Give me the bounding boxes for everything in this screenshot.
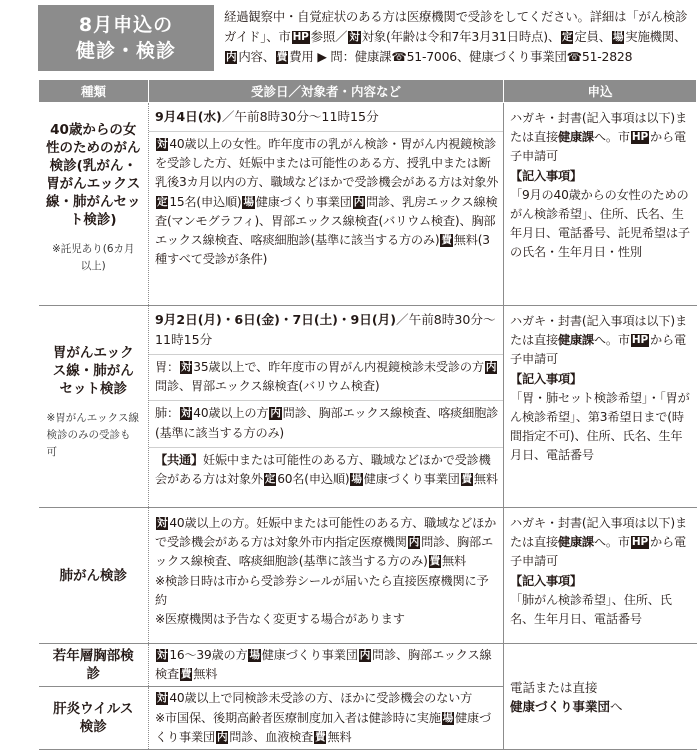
checkup-name: 胃がんエックス線・肺がんセット検診 (52, 345, 134, 397)
target-text: 妊娠中または可能性のある方、職域などほかで受診機会がある方は対象外 (155, 452, 491, 487)
capacity-tag: 定 (157, 195, 168, 208)
lung-block (149, 401, 503, 447)
exam-date (149, 306, 503, 355)
apply-text: へ。市 (593, 535, 630, 550)
note-text: ※医療機関は予告なく変更する場合があります (155, 612, 405, 627)
title-line-1: 8月申込の (78, 14, 174, 36)
content-tag: 内 (485, 361, 497, 373)
table-row (39, 508, 697, 644)
apply-text: へ。市 (593, 130, 630, 145)
place-tag: 場 (612, 31, 624, 43)
header-type: 種類 (39, 80, 149, 103)
intro-part: 実施機関、 (625, 29, 687, 44)
detail-text (149, 132, 503, 273)
detail-cell (149, 644, 504, 687)
note-text: ※市国保、後期高齢者医療制度加入者は健診時に実施 (155, 710, 441, 725)
intro-part: 定員、 (574, 29, 611, 44)
target-tag: 対 (180, 361, 192, 373)
content-tag: 内 (408, 536, 420, 549)
checkup-note: ※胃がんエックス線検診のみの受診も可 (46, 412, 139, 458)
type-cell (39, 644, 149, 687)
target-tag: 対 (180, 407, 192, 420)
apply-heading: 【記入事項】 (510, 573, 582, 588)
target-text: 40歳以上の女性。昨年度市の乳がん検診・胃がん内視鏡検診を受診した方、妊娠中または可能性のある方、授乳中または断乳後3カ月以内の方、職域などほかで受診機会がある方は対象外 (155, 137, 499, 190)
content-tag: 内 (359, 649, 371, 661)
fee-tag: 費 (180, 668, 192, 681)
date-text: 9月4日(水) (155, 109, 222, 124)
type-cell (39, 306, 149, 508)
content-tag: 内 (226, 51, 237, 63)
hp-tag: HP (631, 131, 648, 144)
fee-text: 無料 (473, 472, 498, 487)
content-text: 問診、乳房エックス線検査(マンモグラフィ)、胃部エックス線検査(バリウム検査)、胸部エックス線検査、喀痰細胞診(基準に該当する方のみ) (155, 194, 498, 248)
detail-text (149, 644, 503, 686)
note-text: ※検診日時は市から受診券シールが届いたら直接医療機関に予約 (155, 573, 489, 607)
content-text: 問診、血液検査 (229, 729, 314, 744)
checkup-name: 肝炎ウイルス検診 (53, 701, 134, 736)
fee-tag: 費 (441, 234, 452, 247)
fee-tag: 費 (276, 51, 288, 63)
common-label: 【共通】 (155, 452, 203, 467)
apply-text: へ (610, 698, 623, 714)
place-tag: 場 (351, 473, 362, 486)
capacity-tag: 定 (562, 31, 573, 43)
apply-items: 「胃・肺セット検診希望」・「胃がん検診希望」、第3希望日まで(時間指定不可)、住所、氏名、生年月日、電話番号 (510, 390, 690, 463)
checkup-name: 若年層胸部検診 (52, 648, 134, 683)
place-text: 健康づくり事業団 (155, 710, 492, 744)
apply-text: 電話または直接 (510, 679, 598, 695)
detail-text (149, 687, 503, 749)
target-tag: 対 (157, 649, 168, 661)
target-tag: 対 (349, 31, 360, 43)
header-date: 受診日／対象者・内容など (149, 80, 504, 103)
time-text: ／午前8時30分～11時15分 (221, 109, 379, 124)
place-text: 市内指定医療機関 (310, 535, 407, 550)
place-tag: 場 (243, 195, 254, 208)
place-text: 健康づくり事業団 (261, 648, 358, 662)
detail-cell (149, 306, 504, 508)
section-title (38, 5, 214, 71)
capacity-tag: 定 (264, 473, 276, 486)
title-line-2: 健診・検診 (75, 40, 176, 62)
time-text: ／午前8時30分～11時15分 (155, 312, 496, 347)
table-row (39, 306, 697, 508)
target-text: 35歳以上で、昨年度市の胃がん内視鏡検診未受診の方 (193, 360, 484, 374)
detail-cell (149, 687, 504, 750)
exam-date (149, 103, 503, 132)
apply-office: 健康課 (557, 333, 594, 348)
checkup-note: ※託児あり(6カ月以上) (51, 243, 135, 272)
intro-part: 内容、 (238, 49, 275, 64)
apply-heading: 【記入事項】 (510, 371, 582, 386)
hp-tag: HP (631, 334, 648, 347)
place-tag: 場 (442, 711, 454, 724)
content-text: 問診、胃部エックス線検査(バリウム検査) (155, 379, 380, 394)
detail-cell (149, 508, 504, 644)
table-header-row (39, 80, 697, 103)
apply-text: ハガキ・封書(記入事項は以下)または直接 (510, 516, 687, 550)
place-tag: 場 (249, 649, 260, 661)
table-row (39, 103, 697, 306)
intro-contact: 費用 ▶ 問：健康課☎51-7006、健康づくり事業団☎51-2828 (289, 49, 633, 64)
target-tag: 対 (157, 138, 168, 150)
detail-text (149, 508, 503, 633)
detail-cell (149, 103, 504, 306)
place-text: 健康づくり事業団 (363, 472, 460, 487)
hp-tag: HP (631, 536, 648, 549)
type-cell (39, 687, 149, 750)
target-tag: 対 (157, 692, 168, 705)
intro-part: 参照／ (310, 29, 348, 44)
fee-text: 無料(3種すべて受診が条件) (155, 233, 490, 267)
apply-text: から電子申請可 (510, 130, 686, 164)
stomach-label: 胃： (155, 360, 179, 374)
fee-tag: 費 (315, 730, 326, 743)
intro-text (224, 7, 694, 67)
content-text: 問診、胸部エックス線検査、喀痰細胞診(基準に該当する方のみ) (155, 406, 499, 440)
checkup-name: 肺がん検診 (59, 567, 127, 584)
fee-tag: 費 (461, 473, 472, 486)
content-text: 問診、胸部エックス線検査、喀痰細胞診(基準に該当する方のみ) (155, 535, 493, 569)
stomach-block (149, 355, 503, 401)
fee-text: 無料 (327, 729, 352, 744)
apply-text: へ。市 (593, 333, 630, 348)
apply-items: 「9月の40歳からの女性のためのがん検診希望」、住所、氏名、生年月日、電話番号、託児希望は子の氏名・生年月日・性別 (510, 187, 690, 260)
lung-label: 肺： (155, 406, 179, 421)
hp-tag: HP (292, 31, 309, 43)
apply-text: から電子申請可 (510, 333, 686, 367)
content-text: 問診、胸部エックス線検査 (155, 648, 492, 682)
type-cell (39, 508, 149, 644)
intro-part: 経過観察中・自覚症状のある方は医療機関で受診をしてください。詳細は「がん検診ガイド」、市 (224, 9, 688, 44)
place-text: 健康づくり事業団 (255, 194, 352, 209)
apply-cell-merged (504, 644, 697, 750)
content-tag: 内 (270, 407, 281, 420)
apply-text: ハガキ・封書(記入事項は以下)または直接 (510, 111, 687, 145)
capacity-text: 15名(申込順) (169, 194, 242, 209)
fee-tag: 費 (429, 555, 441, 568)
fee-text: 無料 (442, 554, 467, 569)
content-tag: 内 (353, 195, 365, 208)
apply-cell (504, 508, 697, 644)
header-apply: 申込 (504, 80, 697, 103)
apply-text: ハガキ・封書(記入事項は以下)または直接 (510, 314, 687, 348)
checkup-table (38, 79, 697, 750)
target-text: 16～39歳の方 (169, 648, 248, 662)
apply-text: から電子申請可 (510, 535, 686, 569)
target-text: 40歳以上の方。妊娠中または可能性のある方、職域などほかで受診機会がある方は対象外 (155, 516, 497, 550)
apply-cell (504, 103, 697, 306)
apply-items: 「肺がん検診希望」、住所、氏名、生年月日、電話番号 (510, 592, 672, 627)
table-row (39, 644, 697, 687)
date-text: 9月2日(月)・6日(金)・7日(土)・9日(月) (155, 312, 396, 327)
apply-office: 健康課 (557, 535, 594, 550)
apply-office: 健康づくり事業団 (510, 698, 611, 714)
fee-text: 無料 (193, 667, 218, 682)
apply-cell (504, 306, 697, 508)
apply-office: 健康課 (557, 130, 594, 145)
apply-heading: 【記入事項】 (510, 168, 582, 183)
target-tag: 対 (157, 517, 168, 529)
target-text: 40歳以上の方 (193, 406, 269, 421)
checkup-name: 40歳からの女性のためのがん検診(乳がん・胃がんエックス線・肺がんセット検診) (46, 122, 141, 228)
intro-part: 対象(年齢は令和7年3月31日時点)、 (361, 29, 561, 44)
type-cell (39, 103, 149, 306)
common-block (149, 448, 503, 493)
content-tag: 内 (216, 730, 228, 743)
capacity-text: 60名(申込順) (277, 472, 350, 487)
target-text: 40歳以上で同検診未受診の方、ほかに受診機会のない方 (169, 691, 473, 706)
